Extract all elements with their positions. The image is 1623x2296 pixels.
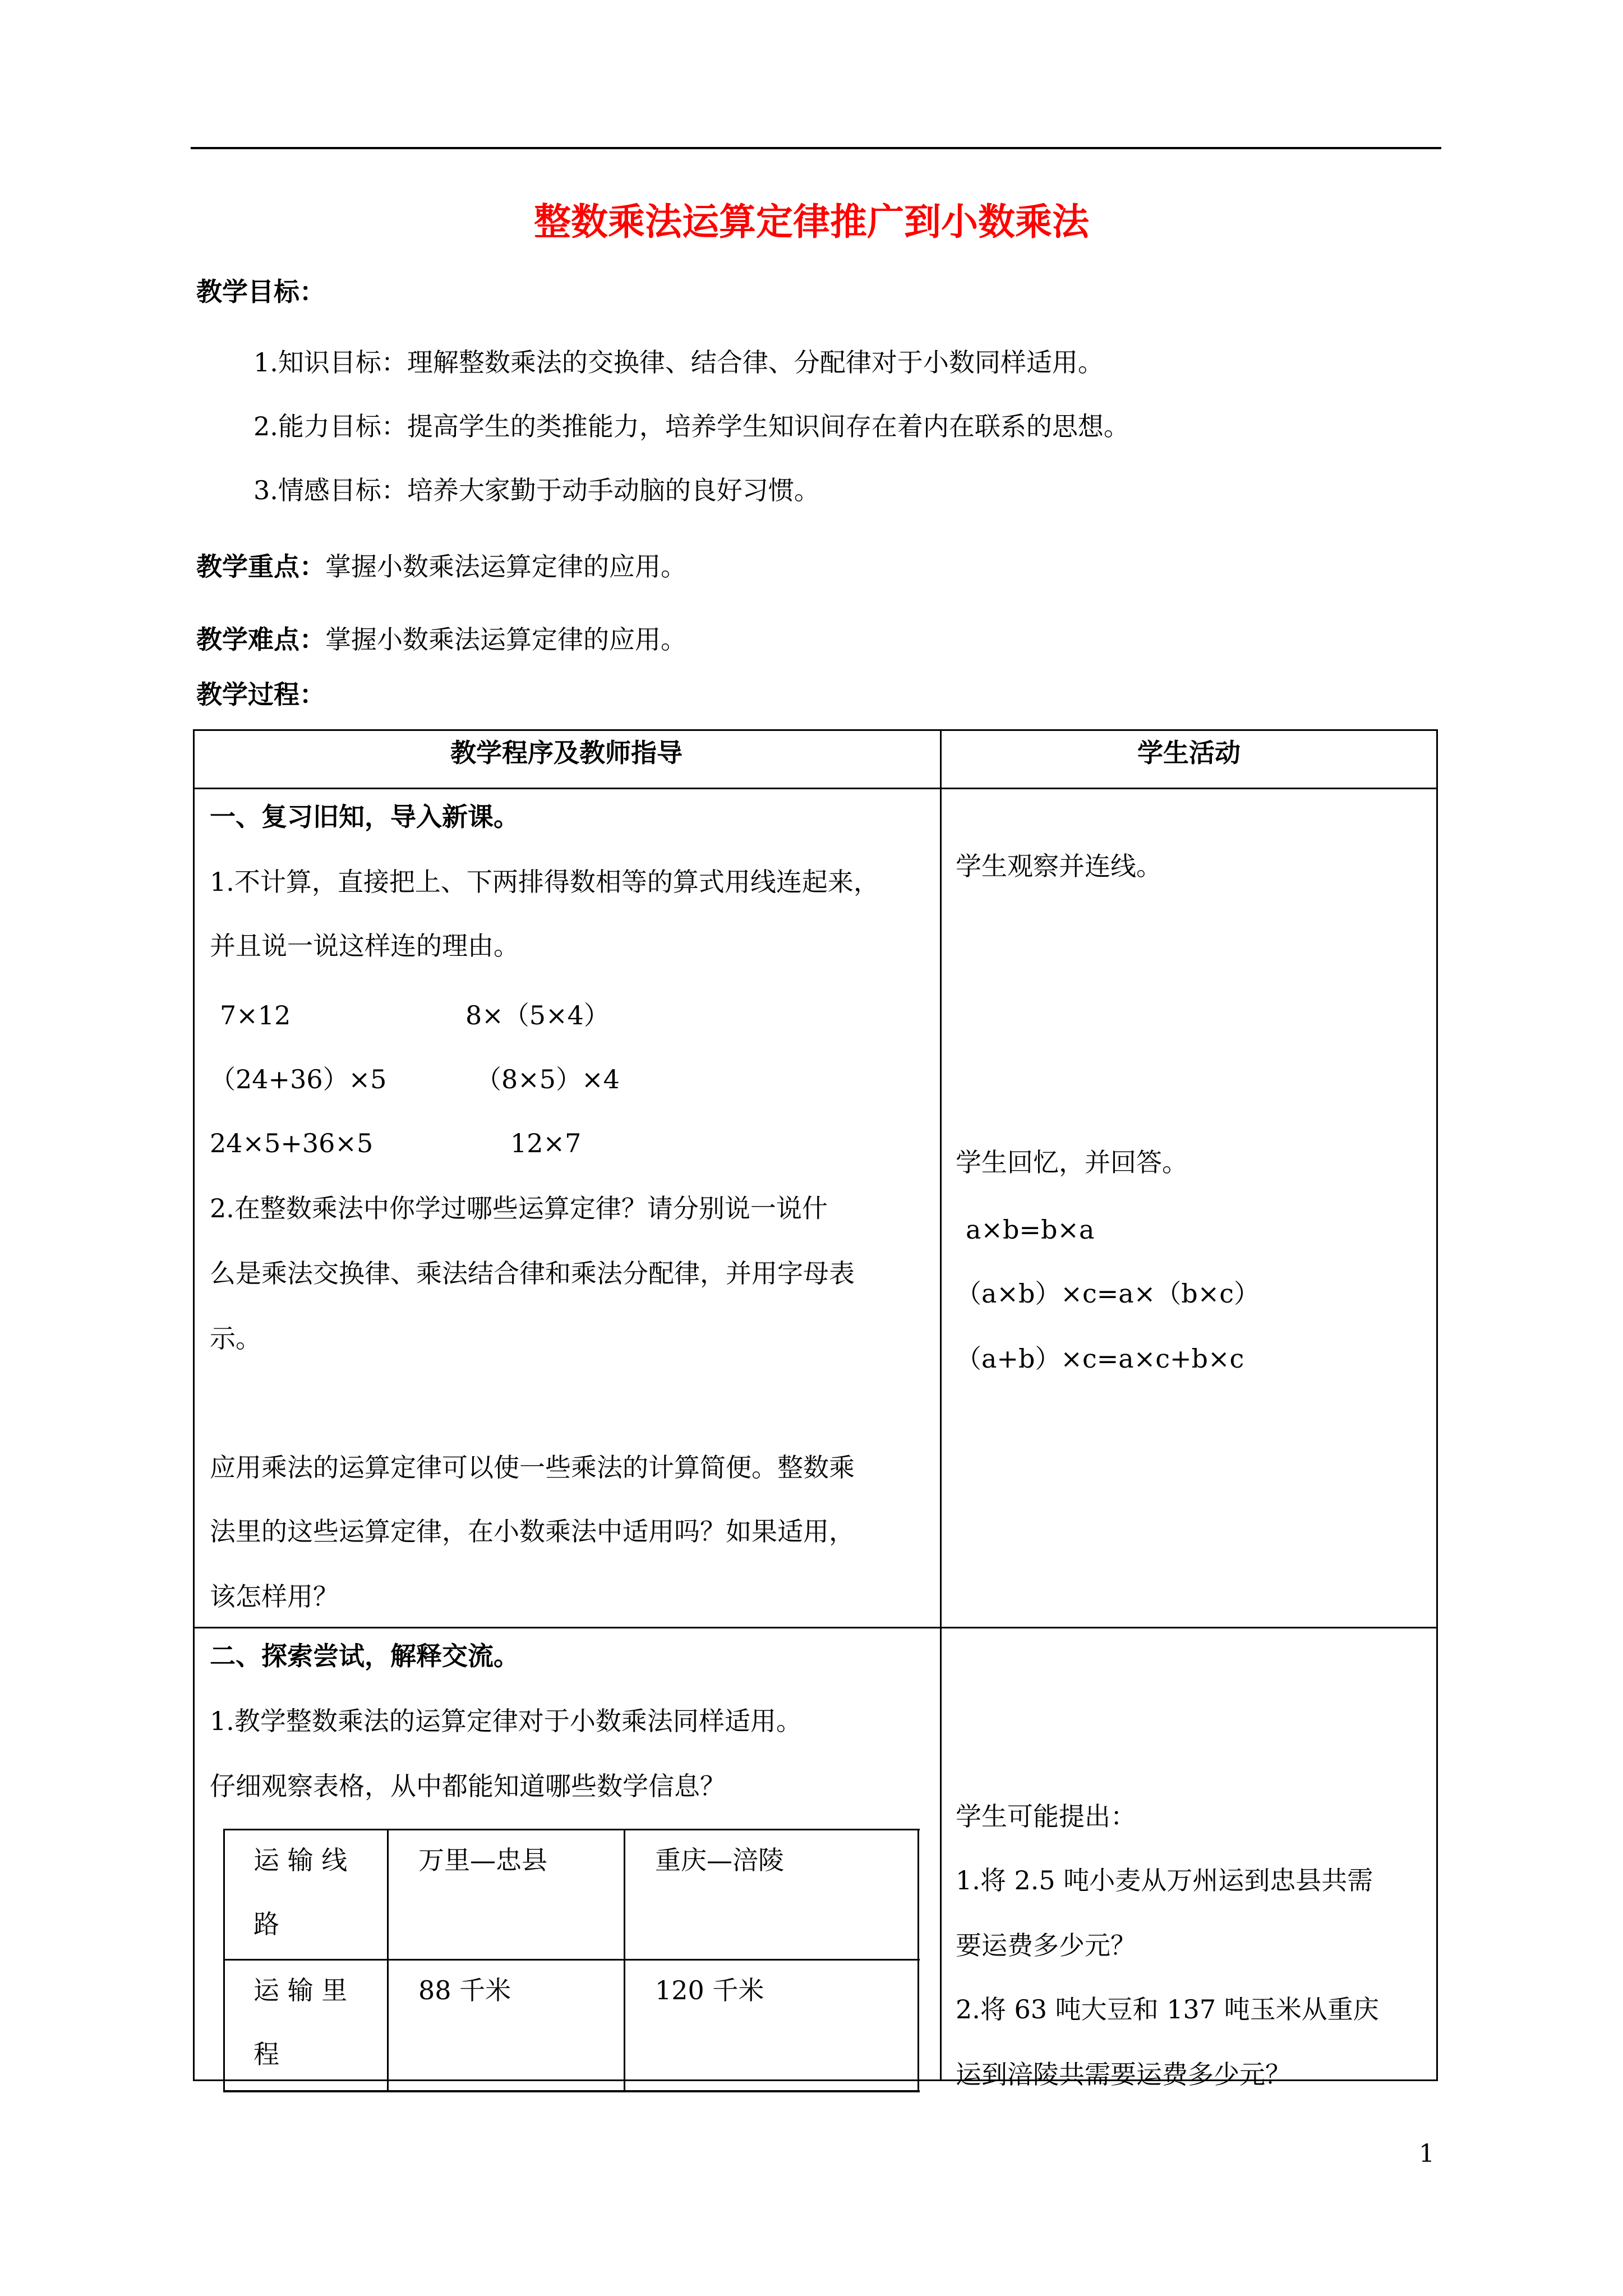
page-number: 1 — [1419, 2139, 1435, 2168]
formula-associative: （a×b）×c=a×（b×c） — [956, 1278, 1260, 1309]
section1-title: 一、复习旧知，导入新课。 — [210, 802, 519, 832]
question-2-line: 示。 — [210, 1323, 261, 1354]
route-wanzhou-zhongxian: 万里—忠县 — [418, 1845, 547, 1875]
difficult-point-text: 掌握小数乘法运算定律的应用。 — [325, 624, 686, 655]
expression-top: 24×5+36×5 — [210, 1128, 374, 1158]
distance-label: 程 — [253, 2039, 279, 2069]
expression-bottom: （8×5）×4 — [476, 1064, 620, 1094]
section2-line: 仔细观察表格，从中都能知道哪些数学信息？ — [210, 1771, 726, 1801]
inner-table-col-divider — [624, 1829, 625, 2091]
inner-table-top — [223, 1829, 920, 1830]
document-title: 整数乘法运算定律推广到小数乘法 — [534, 200, 1089, 243]
inner-table-row-divider — [223, 1959, 920, 1961]
objective-emotion: 3.情感目标：培养大家勤于动手动脑的良好习惯。 — [253, 475, 820, 505]
section1-line: 并且说一说这样连的理由。 — [210, 931, 519, 961]
question-2-line: 2.在整数乘法中你学过哪些运算定律？请分别说一说什 — [210, 1193, 828, 1223]
column-divider — [940, 729, 942, 2081]
intro-line: 应用乘法的运算定律可以使一些乘法的计算简便。整数乘 — [210, 1452, 855, 1483]
distance-chongqing-fuling: 120 千米 — [655, 1975, 764, 2005]
distance-wanzhou-zhongxian: 88 千米 — [418, 1975, 511, 2005]
section2-title: 二、探索尝试，解释交流。 — [210, 1641, 519, 1671]
inner-table-col-divider — [387, 1829, 389, 2091]
header-row-divider — [193, 788, 1438, 789]
route-label: 运 输 线 — [253, 1845, 348, 1875]
objectives-heading: 教学目标： — [196, 277, 325, 307]
inner-table-left — [223, 1829, 225, 2091]
intro-line: 该怎样用？ — [210, 1581, 339, 1612]
route-chongqing-fuling: 重庆—涪陵 — [655, 1845, 784, 1875]
expression-bottom: 8×（5×4） — [465, 1000, 610, 1030]
student-suggestion: 2.将 63 吨大豆和 137 吨玉米从重庆 — [956, 1994, 1379, 2024]
expression-top: 7×12 — [220, 1000, 291, 1030]
route-label: 路 — [253, 1909, 279, 1939]
objective-ability: 2.能力目标：提高学生的类推能力，培养学生知识间存在着内在联系的思想。 — [253, 411, 1129, 441]
student-recall: 学生回忆，并回答。 — [956, 1147, 1188, 1177]
expression-bottom: 12×7 — [510, 1128, 582, 1158]
difficult-point-label: 教学难点： — [196, 624, 325, 655]
intro-line: 法里的这些运算定律，在小数乘法中适用吗？如果适用， — [210, 1516, 855, 1547]
process-heading: 教学过程： — [196, 679, 325, 710]
section1-line: 1.不计算，直接把上、下两排得数相等的算式用线连起来， — [210, 867, 879, 897]
expression-top: （24+36）×5 — [210, 1064, 387, 1094]
formula-commutative: a×b=b×a — [966, 1214, 1095, 1245]
distance-label: 运 输 里 — [253, 1975, 348, 2005]
inner-table-right — [917, 1829, 919, 2091]
inner-table-bottom — [223, 2090, 920, 2092]
question-2-line: 么是乘法交换律、乘法结合律和乘法分配律，并用字母表 — [210, 1258, 855, 1289]
student-observe: 学生观察并连线。 — [956, 851, 1162, 881]
key-point — [196, 550, 686, 583]
difficult-point — [196, 623, 686, 656]
formula-distributive: （a+b）×c=a×c+b×c — [956, 1343, 1244, 1374]
student-suggestion: 学生可能提出： — [956, 1801, 1136, 1832]
key-point-text: 掌握小数乘法运算定律的应用。 — [325, 551, 686, 582]
objective-knowledge: 1.知识目标：理解整数乘法的交换律、结合律、分配律对于小数同样适用。 — [253, 347, 1104, 378]
student-suggestion: 要运费多少元？ — [956, 1930, 1136, 1961]
student-suggestion: 运到涪陵共需要运费多少元？ — [956, 2059, 1291, 2090]
header-rule — [191, 147, 1441, 149]
key-point-label: 教学重点： — [196, 551, 325, 582]
header-teacher-guidance: 教学程序及教师指导 — [450, 738, 683, 768]
header-student-activity: 学生活动 — [1137, 738, 1241, 768]
section-divider — [193, 1627, 1438, 1628]
section2-line: 1.教学整数乘法的运算定律对于小数乘法同样适用。 — [210, 1706, 802, 1736]
student-suggestion: 1.将 2.5 吨小麦从万州运到忠县共需 — [956, 1865, 1373, 1895]
